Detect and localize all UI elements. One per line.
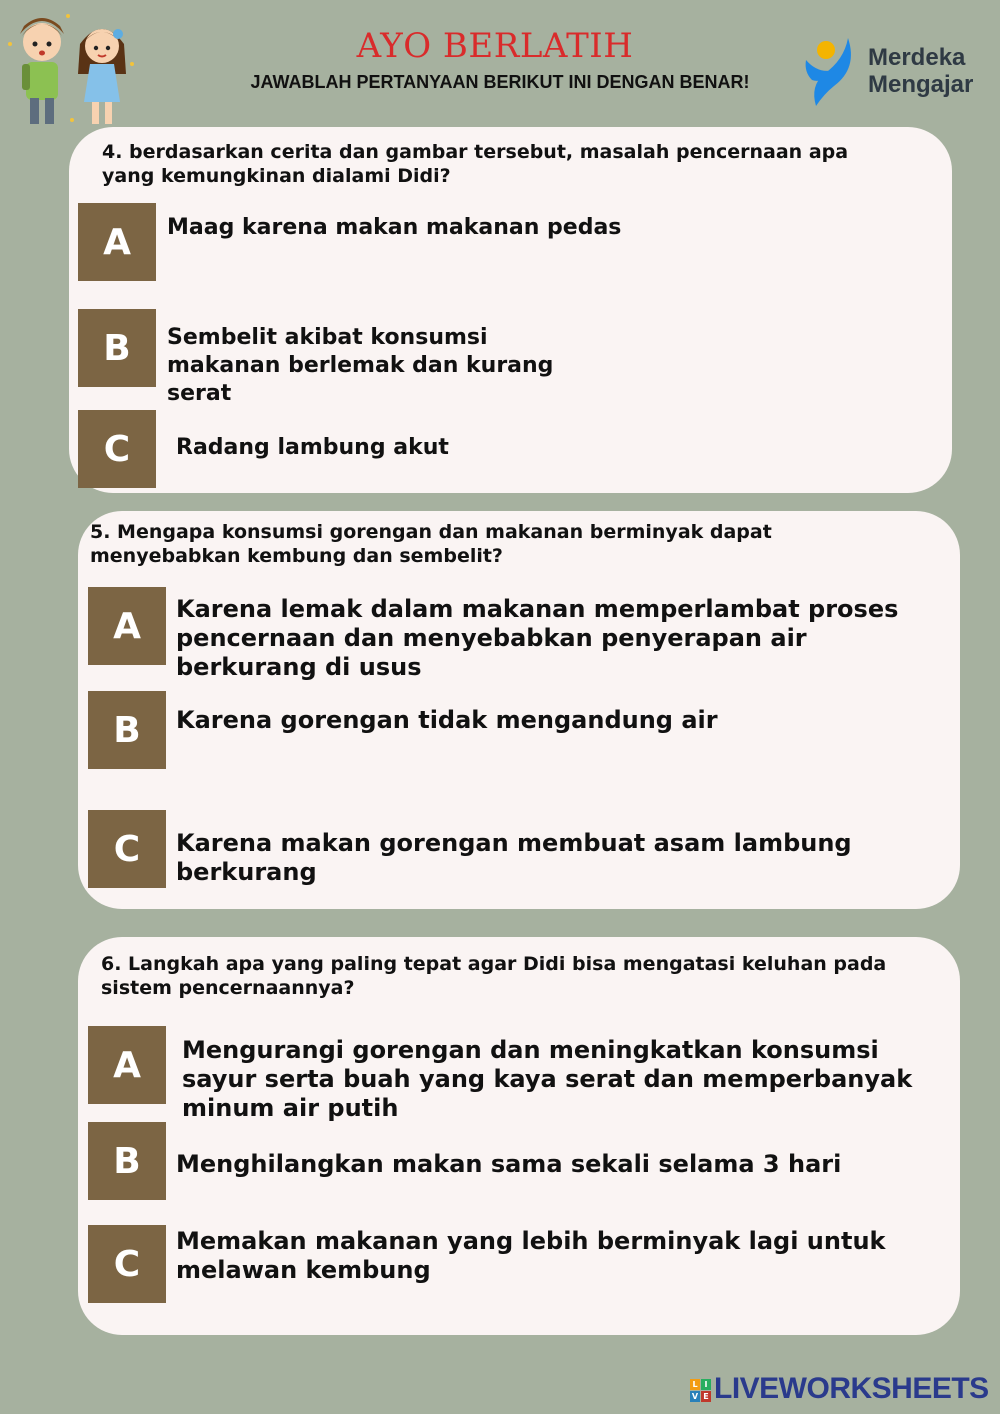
page-title: AYO BERLATIH (356, 26, 634, 66)
question-text-5: 5. Mengapa konsumsi gorengan dan makanan berminyak dapat menyebabkan kembung dan sembelit? (90, 521, 772, 567)
option-6b-text[interactable]: Menghilangkan makan sama sekali selama 3 hari (176, 1150, 842, 1178)
option-4b-text[interactable]: Sembelit akibat konsumsi makanan berlemak dan kurang serat (167, 325, 554, 406)
option-6a-text[interactable]: Mengurangi gorengan dan meningkatkan konsumsi sayur serta buah yang kaya serat dan memperbanyak minum air putih (182, 1036, 913, 1122)
option-4c-button[interactable]: C (78, 410, 156, 488)
option-4a-text[interactable]: Maag karena makan makanan pedas (167, 215, 622, 240)
lw-icon-letter-v: V (691, 1392, 699, 1401)
option-6b-button[interactable]: B (88, 1122, 166, 1200)
option-5b-text[interactable]: Karena gorengan tidak mengandung air (176, 706, 718, 734)
liveworksheets-wordmark: LIVEWORKSHEETS (714, 1372, 989, 1405)
option-4b-button[interactable]: B (78, 309, 156, 387)
lw-icon-letter-e: E (701, 1391, 711, 1402)
option-6c-text[interactable]: Memakan makanan yang lebih berminyak lagi untuk melawan kembung (176, 1227, 886, 1284)
children-illustration (2, 4, 152, 130)
merdeka-mengajar-logo-icon (804, 34, 864, 112)
option-6a-button[interactable]: A (88, 1026, 166, 1104)
option-5a-text[interactable]: Karena lemak dalam makanan memperlambat proses pencernaan dan menyebabkan penyerapan air berkurang di usus (176, 595, 899, 681)
option-5c-button[interactable]: C (88, 810, 166, 888)
option-5b-button[interactable]: B (88, 691, 166, 769)
lw-icon-letter-l: L (690, 1379, 700, 1390)
page-instruction: JAWABLAH PERTANYAAN BERIKUT INI DENGAN BENAR! (250, 72, 750, 92)
liveworksheets-icon (690, 1379, 712, 1403)
question-text-4: 4. berdasarkan cerita dan gambar tersebut, masalah pencernaan apa yang kemungkinan dialami Didi? (102, 141, 849, 187)
logo-wordmark (868, 44, 973, 98)
question-text-6: 6. Langkah apa yang paling tepat agar Didi bisa mengatasi keluhan pada sistem pencernaannya? (101, 953, 887, 999)
option-6c-button[interactable]: C (88, 1225, 166, 1303)
logo-line2: Mengajar (868, 71, 974, 98)
option-4a-button[interactable]: A (78, 203, 156, 281)
option-4c-text[interactable]: Radang lambung akut (176, 435, 449, 460)
page-header (0, 0, 1000, 125)
option-5a-button[interactable]: A (88, 587, 166, 665)
lw-icon-letter-i: I (701, 1379, 711, 1390)
merdeka-mengajar-logo (804, 34, 1000, 112)
logo-line1: Merdeka (868, 44, 966, 71)
liveworksheets-brand (690, 1372, 990, 1408)
option-5c-text[interactable]: Karena makan gorengan membuat asam lambung berkurang (176, 829, 852, 886)
